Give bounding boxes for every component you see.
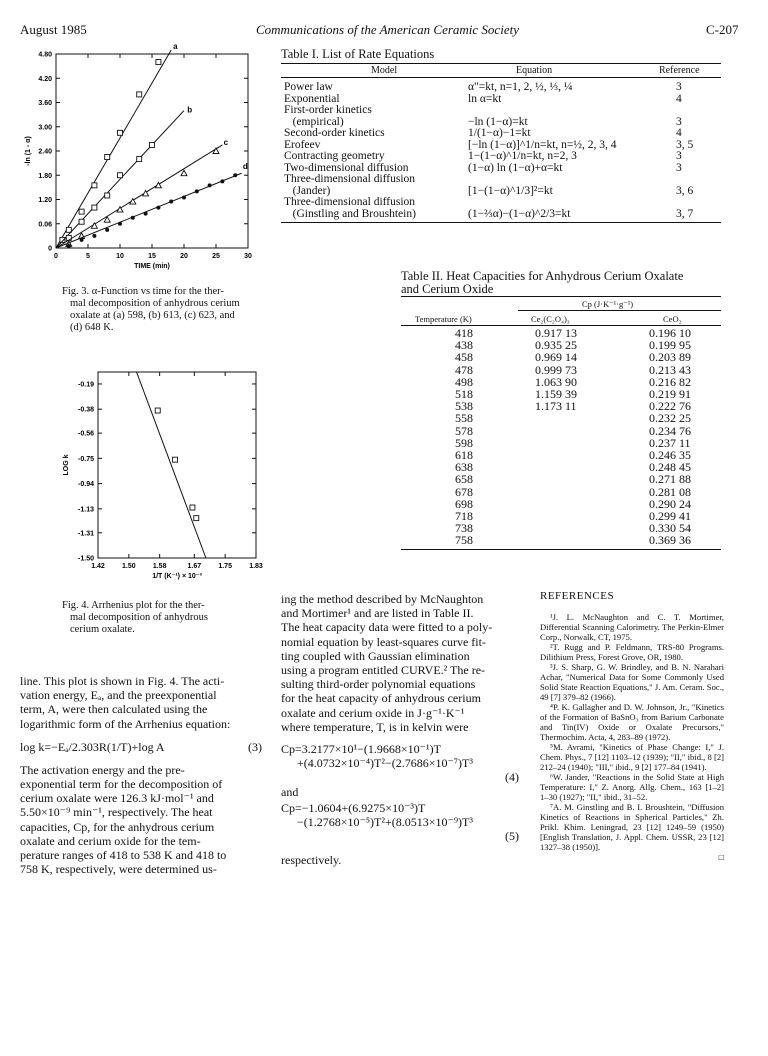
data-point [131,216,135,220]
data-point [137,92,142,97]
y-tick-label: -0.94 [78,481,94,489]
table-2-row [401,388,721,400]
data-point [137,157,142,162]
table-1-cell-reference: 3, 5 [676,138,694,151]
table-2-cell-ceo2: 0.290 24 [649,496,691,511]
y-tick-label: 0.06 [38,221,52,229]
figure-4-caption: Fig. 4. Arrhenius plot for the ther- mal decomposition of anhydrous cerium oxalate. [62,600,208,635]
table-2-cell-ceo2: 0.330 54 [649,521,691,536]
y-tick-label: -0.75 [78,455,94,463]
x-axis-label: TIME (min) [134,263,170,270]
y-tick-label: -0.38 [78,406,94,414]
table-2-row [401,327,721,339]
reference-item: ⁷A. M. Ginstling and B. I. Broushtein, "Diffusion Kinetics of Reactions in Spherical Particles," Zh. Prikl. Khim. Leningrad, 23 [12] 1249–59 (1950) [English Translation, J. Appl. Chem. USSR, 23 [12] 1327–38 (1950)]. [540,802,724,852]
table-2-cell-ceo2: 0.216 82 [649,374,691,389]
table-2-row [401,486,721,498]
table-2-cell-oxalate: 1.063 90 [535,374,577,389]
data-point [156,60,161,65]
data-point [208,183,212,187]
x-tick-label: 15 [148,253,156,260]
x-tick-label: 1.58 [152,563,167,570]
data-point [105,155,110,160]
table-2-cell-temperature: 618 [455,448,473,462]
table-2-row [401,510,721,522]
x-tick-label: 1.83 [249,563,263,570]
reference-item: ³J. S. Sharp, G. W. Brindley, and B. N. Narahari Achar, "Numerical Data for Some Commonly Used Solid State Reaction Equations," J. Am. Ceram. Soc., 49 [7] 379–82 (1966). [540,662,724,702]
x-tick-label: 20 [180,253,188,260]
x-tick-label: 30 [244,253,252,260]
table-2-cell-ceo2: 0.199 95 [649,338,691,353]
table-2-cell-ceo2: 0.203 89 [649,350,691,365]
y-tick-label: 0 [48,245,52,253]
data-point [118,173,123,178]
running-header-journal: Communications of the American Ceramic Society [256,22,519,37]
references-heading: REFERENCES [540,590,615,602]
x-tick-label: 1.50 [122,563,136,570]
table-1-cell-model: Contracting geometry [284,150,385,162]
data-point [92,183,97,188]
equation-5-line-1: Cp=−1.0604+(6.9275×10⁻³)T [281,800,426,815]
table-2-row [401,534,721,546]
table-2-cell-ceo2: 0.237 11 [649,435,691,450]
table-2-cell-ceo2: 0.234 76 [649,423,691,438]
x-tick-label: 1.75 [218,563,232,570]
table-1-cell-equation: (1−⅔α)−(1−α)^2/3=kt [468,207,571,220]
data-point [92,205,97,210]
table-2-row [401,351,721,363]
table-2-cell-temperature: 738 [455,521,473,536]
table-1-cell-equation: −ln (1−α)=kt [468,115,528,128]
table-2-cell-temperature: 558 [455,411,473,426]
table-1-row [284,162,724,174]
table-2-cell-ceo2: 0.299 41 [649,509,691,523]
table-2-cell-ceo2: 0.222 76 [649,399,691,414]
x-tick-label: 1.67 [187,563,202,570]
y-tick-label: -0.19 [78,381,94,389]
x-tick-label: 5 [86,253,90,260]
table-2-row [401,449,721,461]
table-1-cell-reference: 3 [676,161,682,174]
data-point [118,130,123,135]
data-point [118,222,122,226]
table-2-cell-temperature: 698 [455,496,473,511]
table-1-cell-model: Three-dimensional diffusion [284,196,416,208]
table-1-cell-reference: 3 [676,81,682,93]
running-header-date: August 1985 [20,22,87,37]
table-1-cell-model: (Jander) [284,184,331,197]
table-2-cell-oxalate: 0.999 73 [535,362,577,377]
table-2-group-header: Cp (J·K⁻¹·g⁻¹) [582,299,634,309]
figure-4-plot [60,370,263,580]
table-1-cell-model: Power law [284,81,333,93]
table-1-cell-equation: (1−α) ln (1−α)+α=kt [468,161,563,174]
data-point [156,206,160,210]
table-2-row [401,425,721,437]
table-2-row [401,461,721,473]
table-1-cell-model: Erofeev [284,138,321,151]
y-tick-label: 3.00 [38,124,52,132]
table-2-cell-temperature: 438 [455,338,473,353]
y-tick-label: 4.80 [38,51,52,59]
y-axis-label: LOG k [63,454,70,476]
x-tick-label: 1.42 [91,563,105,570]
table-1-header-equation: Equation [516,65,553,76]
data-point [144,212,148,216]
data-point [80,238,84,242]
y-tick-label: 2.40 [38,148,52,156]
table-1-cell-reference: 3, 7 [676,207,694,220]
table-1-header-reference: Reference [659,65,700,76]
page-number: C-207 [706,22,739,37]
table-1-row [284,173,724,185]
table-2-cell-temperature: 758 [455,533,473,548]
data-point [173,457,178,462]
table-1-header-model: Model [371,65,398,76]
curve-label-a: a [173,42,178,52]
table-1-row [284,127,724,139]
data-point [181,170,187,176]
table-1-row [284,208,724,220]
table-1-row [284,93,724,105]
table-1-cell-model: Second-order kinetics [284,127,385,139]
table-1-cell-model: Two-dimensional diffusion [284,161,409,174]
table-1-row [284,196,724,208]
table-1-cell-equation: [1−(1−α)^1/3]²=kt [468,184,553,197]
table-2-row [401,498,721,510]
curve-label-d: d [242,162,248,172]
data-point [169,200,173,204]
fit-line [137,372,206,558]
table-1-cell-model: (Ginstling and Broushtein) [284,207,416,220]
table-1-cell-reference: 4 [676,127,682,139]
table-2-cell-temperature: 658 [455,472,473,487]
table-2-cell-temperature: 418 [455,326,473,340]
table-2-cell-temperature: 518 [455,387,473,401]
table-2-cell-ceo2: 0.219 91 [649,387,691,401]
table-2-row [401,437,721,449]
reference-item: ⁵M. Avrami, "Kinetics of Phase Change: I," J. Chem. Phys., 7 [12] 1103–12 (1939); "II," ibid., 8 [2] 212–24 (1940); "III," ibid., 9 [2] 177–84 (1941). [540,742,724,772]
data-point [190,505,195,510]
table-2-cell-temperature: 458 [455,350,473,365]
data-point [182,195,186,199]
table-2-row [401,339,721,351]
data-point [194,516,199,521]
table-1-cell-model: Three-dimensional diffusion [284,173,416,185]
table-2-cell-temperature: 578 [455,423,473,438]
table-2-cell-temperature: 498 [455,374,473,389]
table-2-cell-temperature: 678 [455,484,473,499]
table-2-row [401,522,721,534]
data-point [66,227,71,232]
table-1-title: Table I. List of Rate Equations [281,47,435,61]
table-2-cell-oxalate: 1.173 11 [535,399,577,414]
plot-frame [98,372,256,558]
data-point [195,189,199,193]
table-1-cell-equation: [−ln (1−α)]^1/n=kt, n=½, 2, 3, 4 [468,138,617,151]
table-2-cell-temperature: 538 [455,399,473,414]
table-2-cell-oxalate: 0.969 14 [535,350,577,365]
table-1-cell-equation: ln α=kt [468,92,502,105]
table-2-cell-ceo2: 0.196 10 [649,326,691,340]
y-tick-label: -1.50 [78,555,94,563]
table-2-cell-ceo2: 0.213 43 [649,362,691,377]
table-1-cell-model: First-order kinetics [284,104,372,116]
equation-3: log k=−Eₐ/2.303R(1/T)+log A (3) [20,739,262,754]
table-2-title: Table II. Heat Capacities for Anhydrous Cerium Oxalate and Cerium Oxide [401,269,684,296]
y-tick-label: 3.60 [38,100,52,107]
table-1-row [284,150,724,162]
x-tick-label: 0 [54,253,58,260]
table-1-cell-reference: 3 [676,115,682,128]
table-1-cell-reference: 4 [676,92,682,105]
table-2-cell-oxalate: 0.917 13 [535,326,577,340]
table-1-cell-equation: 1−(1−α)^1/n=kt, n=2, 3 [468,150,577,162]
data-point [220,179,224,183]
table-1-row [284,81,724,93]
y-tick-label: -1.13 [78,506,94,514]
table-1-cell-model: (empirical) [284,115,344,128]
data-point [79,209,84,214]
data-point [150,142,155,147]
reference-item: ⁴P. K. Gallagher and D. W. Johnson, Jr., "Kinetics of the Formation of BaSnO₃ from Barium Carbonate and Tin(IV) Oxide or Oxalate Precursors," Thermochim. Acta, 4, 283–89 (1972). [540,702,724,742]
x-tick-label: 25 [212,253,220,260]
table-2-row [401,412,721,424]
table-2-cell-oxalate: 0.935 25 [535,338,577,353]
table-2-cell-ceo2: 0.248 45 [649,460,691,475]
y-tick-label: 1.80 [38,172,52,180]
table-2-row [401,473,721,485]
table-1-row [284,104,724,116]
table-1-cell-model: Exponential [284,92,340,105]
equation-4-line-1: Cp=3.2177×10¹−(1.9668×10⁻¹)T [281,742,441,757]
table-1-cell-equation: α"=kt, n=1, 2, ½, ⅓, ¼ [468,81,573,93]
y-tick-label: -0.56 [78,430,94,438]
table-1-cell-reference: 3, 6 [676,184,694,197]
table-2-cell-ceo2: 0.271 88 [649,472,691,487]
equation-4-line-2: +(4.0732×10⁻⁴)T²−(2.7686×10⁻⁷)T³ [297,756,473,771]
table-2-row [401,376,721,388]
table-1-row [284,185,724,197]
body-column-1: line. This plot is shown in Fig. 4. The acti- vation energy, Eₐ, and the preexponential term, A, were then calculated using the logarithmic form of the Arrhenius equation: log k=−Eₐ/2.303R(1/T)+log A (3) The activation energy and the pre- exponential term for the decomposition of cerium oxalate were 126.3 kJ·mol⁻¹ and 5.50×10⁻⁹ min⁻¹, respectively. The heat capacities, Cp, for the anhydrous cerium oxalate and cerium oxide for the tem- perature ranges of 418 to 538 K and 418 to 758 K, respectively, were determined us- [20,674,262,877]
y-axis-label: -ln (1 - α) [25,136,32,166]
table-2-cell-ceo2: 0.232 25 [649,411,691,426]
table-2-cell-oxalate: 1.159 39 [535,387,577,401]
data-point [92,234,96,238]
data-point [79,219,84,224]
curve-label-b: b [187,105,193,115]
table-2-cell-temperature: 718 [455,509,473,523]
figure-3-plot [20,42,260,278]
equation-5-line-2: −(1.2768×10⁻⁵)T²+(8.0513×10⁻⁹)T³ [297,815,473,830]
reference-item: ²T. Rugg and P. Feldmann, TRS-80 Programs. Dilithium Press, Forest Grove, OR, 1980. [540,642,724,662]
equation-5-number: (5) [505,829,519,844]
x-tick-label: 10 [116,253,124,260]
fit-line-a [56,50,171,248]
curve-label-c: c [223,137,229,147]
end-of-article-mark: □ [718,852,724,862]
table-2-cell-ceo2: 0.369 36 [649,533,691,548]
table-2-cell-temperature: 598 [455,435,473,450]
references-list [540,612,724,862]
table-2-row [401,364,721,376]
table-2-cell-ceo2: 0.281 08 [649,484,691,499]
table-2-cell-temperature: 478 [455,362,473,377]
table-2-cell-temperature: 638 [455,460,473,475]
y-tick-label: -1.31 [78,530,94,538]
table-1-row [284,116,724,128]
y-tick-label: 1.20 [38,197,52,204]
y-tick-label: 4.20 [38,75,52,83]
figure-3-caption: Fig. 3. α-Function vs time for the ther- mal decomposition of anhydrous cerium oxalate at (a) 598, (b) 613, (c) 623, and (d) 648 K. [62,286,240,333]
data-point [105,193,110,198]
reference-item: ⁶W. Jander, "Reactions in the Solid State at High Temperature: I," Z. Anorg. Allg. Chem., 163 [1–2] 1–30 (1927); "II," ibid., 31–52. [540,772,724,802]
x-axis-label: 1/T (K⁻¹) × 10⁻³ [152,573,202,580]
body-column-2: ing the method described by McNaughton and Mortimer¹ and are listed in Table II. The heat capacity data were fitted to a poly- nomial equation by least-squares curve fit- ting coupled with Gaussian elimination using a program entitled CURVE.² The re- sulting third-order polynomial equations for the heat capacity of anhydrous cerium oxalate and cerium oxide in J·g⁻¹·K⁻¹ where temperature, T, is in kelvin were Cp=3.2177×10¹−(1.9668×10⁻¹)T +(4.0732×10⁻⁴)T²−(2.7686×10⁻⁷)T³ (4) and Cp=−1.0604+(6.9275×10⁻³)T −(1.2768×10⁻⁵)T²+(8.0513×10⁻⁹)T³ (5) respectively. [281,592,519,868]
table-2-row [401,400,721,412]
equation-4-number: (4) [505,770,519,785]
reference-item: ¹J. L. McNaughton and C. T. Mortimer, Differential Scanning Calorimetry. The Perkin-Elmer Corp., Norwalk, CT, 1975. [540,612,724,642]
table-1-row [284,139,724,151]
table-1-cell-reference: 3 [676,150,682,162]
data-point [155,408,160,413]
data-point [67,244,71,248]
data-point [105,228,109,232]
table-1-cell-equation: 1/(1−α)−1=kt [468,127,531,139]
table-2-cell-ceo2: 0.246 35 [649,448,691,462]
data-point [233,173,237,177]
